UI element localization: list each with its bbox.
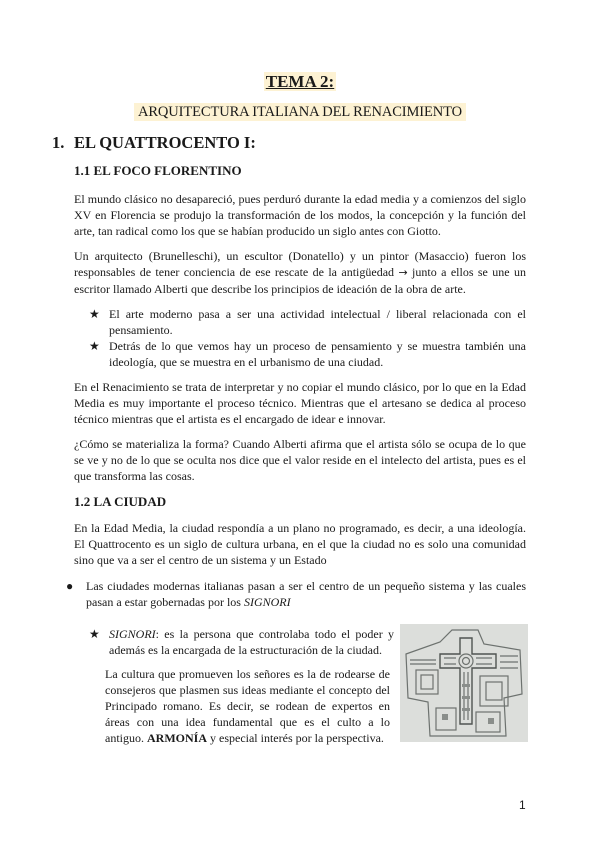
section-1-heading [52,133,256,153]
floor-plan-drawing [400,624,528,742]
paragraph-classical-world: El mundo clásico no desapareció, pues perduró durante la edad media y a comienzos del siglo XV en Florencia se produjo la transformación de los modos, la concepción y la función del arte, tan radical como los que se habían producido un siglo antes con Giotto. [74,192,526,238]
paragraph-medieval-city: En la Edad Media, la ciudad respondía a un plano no programado, es decir, a una ideología. El Quattrocento es un siglo de cultura urbana, en el que la ciudad no es solo una comunidad sino que va a ser el centro de un sistema y un Estado [74,521,526,567]
page-number: 1 [519,798,526,812]
paragraph-renaissance: En el Renacimiento se trata de interpretar y no copiar el mundo clásico, por lo que en la Edad Media es muy importante el proceso técnico. Mientras que el artesano se dedica al proceso técnico mientras que el artista es el encargado de idear e innovar. [74,380,526,426]
bullet-icon: ● [66,579,74,593]
subsection-1-1-heading: 1.1 EL FOCO FLORENTINO [74,163,242,178]
subtitle-text: ARQUITECTURA ITALIANA DEL RENACIMIENTO [134,103,466,121]
architectural-plan-image [400,624,528,742]
document-title [0,72,600,92]
document-subtitle [0,103,600,121]
section-heading-text: EL QUATTROCENTO I: [74,133,256,152]
star-icon: ★ [89,627,100,641]
star-list-item-signori: ★ SIGNORI: es la persona que controlaba todo el poder y además es la encargada de la estructuración de la ciudad. [89,627,394,657]
section-number: 1. [52,133,65,152]
title-text: TEMA 2: [265,72,335,91]
paragraph-culture: La cultura que promueven los señores es la de rodearse de consejeros que plasmen sus ideas mediante el concepto del Principado romano. Es decir, se rodean de expertos en áreas con una idea fundamental que es el culto a lo antiguo. ARMONÍA y especial interés por la perspectiva. [105,667,390,745]
star-list-item: ★ Detrás de lo que vemos hay un proceso de pensamiento y se muestra también una ideología, que se muestra en el urbanismo de una ciudad. [89,339,526,369]
paragraph-responsibles: Un arquitecto (Brunelleschi), un escultor (Donatello) y un pintor (Masaccio) fueron los responsables de tener conciencia de ese rescate de la antigüedad → junto a ellos se une un escritor llamado Alberti que describe los principios de ideación de la obra de arte. [74,249,526,296]
star-icon: ★ [89,307,100,321]
right-arrow-icon: → [398,266,408,279]
subsection-1-2-heading: 1.2 LA CIUDAD [74,494,167,509]
bullet-list-item: ● Las ciudades modernas italianas pasan a ser el centro de un pequeño sistema y las cuales pasan a estar gobernadas por los SIGNORI [66,579,526,609]
paragraph-form: ¿Cómo se materializa la forma? Cuando Alberti afirma que el artista sólo se ocupa de lo que se ve y no de lo que se oculta nos dice que el valor reside en el intelecto del artista, pues es el que transforma las cosas. [74,437,526,483]
star-list-item: ★ El arte moderno pasa a ser una actividad intelectual / liberal relacionada con el pensamiento. [89,307,526,337]
star-icon: ★ [89,339,100,353]
